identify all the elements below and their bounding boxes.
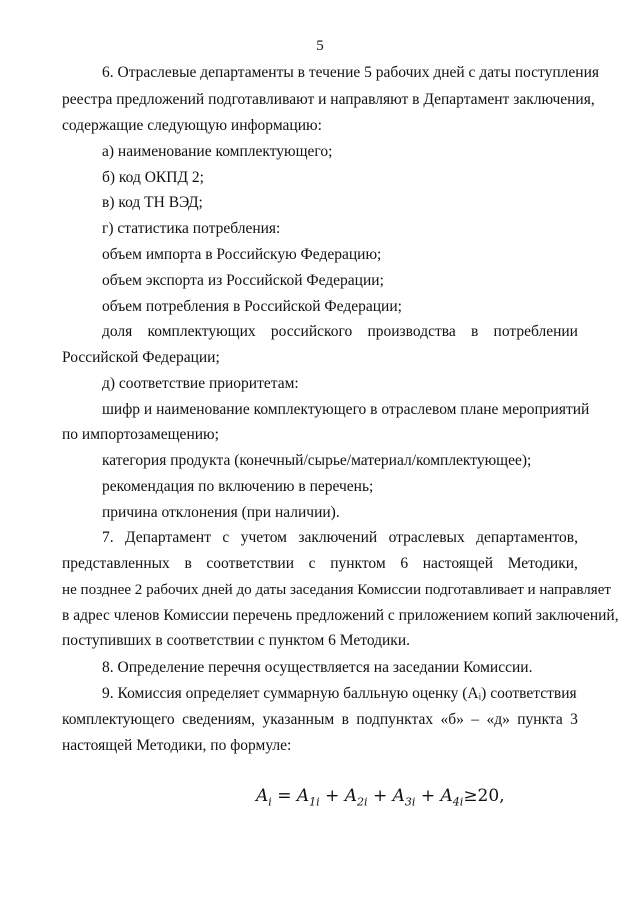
word: соответствии bbox=[206, 555, 295, 572]
item-consumption: объем потребления в Российской Федерации; bbox=[102, 298, 402, 315]
word: 7. bbox=[102, 529, 114, 546]
word: доля bbox=[102, 323, 133, 340]
item-category: категория продукта (конечный/сырье/материал/комплектующее); bbox=[102, 452, 532, 469]
word: российского bbox=[270, 323, 353, 340]
word: «д» bbox=[486, 711, 510, 728]
word: пункта bbox=[517, 711, 563, 728]
formula-lhs: A bbox=[256, 786, 269, 806]
word: с bbox=[222, 529, 230, 546]
item-g: г) статистика потребления: bbox=[102, 220, 281, 237]
p6-line-3: содержащие следующую информацию: bbox=[62, 117, 322, 134]
word: пунктом bbox=[330, 555, 386, 572]
word: потреблении bbox=[493, 323, 578, 340]
item-a: а) наименование комплектующего; bbox=[102, 143, 333, 160]
p9-line-3: настоящей Методики, по формуле: bbox=[62, 737, 292, 754]
word: Методики, bbox=[507, 555, 578, 572]
formula-term-4-sub: 4i bbox=[452, 795, 464, 809]
p6-line-2: реестра предложений подготавливают и направляют в Департамент заключения, bbox=[62, 91, 595, 108]
item-recommendation: рекомендация по включению в перечень; bbox=[102, 478, 374, 495]
p7-line-5: поступивших в соответствии с пунктом 6 Методики. bbox=[62, 632, 411, 649]
formula-term-1-sub: 1i bbox=[309, 795, 320, 809]
formula-term-2: A bbox=[344, 786, 358, 806]
item-v: в) код ТН ВЭД; bbox=[102, 194, 203, 211]
p6-line-1: 6. Отраслевые департаменты в течение 5 рабочих дней с даты поступления bbox=[102, 64, 599, 81]
item-share-line-2: Российской Федерации; bbox=[62, 349, 220, 366]
word: департаментов, bbox=[476, 529, 578, 546]
word: в bbox=[341, 711, 349, 728]
word: Департамент bbox=[125, 529, 211, 546]
word: 3 bbox=[570, 711, 578, 728]
formula-term-2-sub: 2i bbox=[357, 795, 368, 809]
formula-term-4: A bbox=[440, 786, 453, 806]
page-number: 5 bbox=[316, 38, 324, 54]
word: настоящей bbox=[422, 555, 494, 572]
item-cipher-line-1: шифр и наименование комплектующего в отраслевом плане мероприятий bbox=[102, 401, 590, 418]
p9-line-1: 9. Комиссия определяет суммарную балльную оценку (Aᵢ) соответствия bbox=[102, 685, 577, 702]
word: комплектующего bbox=[62, 711, 175, 728]
item-share-line-1 bbox=[102, 322, 578, 342]
word: представленных bbox=[62, 555, 170, 572]
word: комплектующих bbox=[147, 323, 256, 340]
score-formula: $A_i = A_{1i} + A_{2i} + A_{3i} + A_{4i}\ge 20$, bbox=[256, 786, 505, 809]
word: подпунктах bbox=[356, 711, 434, 728]
word: отраслевых bbox=[388, 529, 465, 546]
formula-rhs: ≥20, bbox=[463, 786, 505, 806]
item-b: б) код ОКПД 2; bbox=[102, 169, 204, 186]
p8-line-1: 8. Определение перечня осуществляется на заседании Комиссии. bbox=[102, 659, 533, 676]
word: в bbox=[184, 555, 192, 572]
word: в bbox=[470, 323, 479, 340]
formula-term-3: A bbox=[392, 786, 405, 806]
p7-line-3: не позднее 2 рабочих дней до даты заседания Комиссии подготавливает и направляет bbox=[62, 582, 612, 598]
p7-line-2 bbox=[62, 554, 578, 574]
p9-line-2 bbox=[62, 710, 578, 730]
item-export: объем экспорта из Российской Федерации; bbox=[102, 272, 384, 289]
word: 6 bbox=[400, 555, 409, 572]
word: «б» bbox=[440, 711, 464, 728]
item-import: объем импорта в Российскую Федерацию; bbox=[102, 246, 382, 263]
word: заключений bbox=[298, 529, 378, 546]
item-reason: причина отклонения (при наличии). bbox=[102, 504, 340, 521]
item-d: д) соответствие приоритетам: bbox=[102, 375, 299, 392]
formula-lhs-sub: i bbox=[268, 795, 272, 809]
word: сведениям, bbox=[182, 711, 256, 728]
item-cipher-line-2: по импортозамещению; bbox=[62, 426, 219, 443]
word: указанным bbox=[262, 711, 335, 728]
word: с bbox=[308, 555, 316, 572]
p7-line-1 bbox=[102, 528, 578, 548]
p7-line-4: в адрес членов Комиссии перечень предложений с приложением копий заключений, bbox=[62, 607, 619, 624]
formula-term-1: A bbox=[296, 786, 310, 806]
word: производства bbox=[367, 323, 456, 340]
word: учетом bbox=[240, 529, 287, 546]
word: – bbox=[471, 711, 480, 728]
formula-term-3-sub: 3i bbox=[404, 795, 416, 809]
